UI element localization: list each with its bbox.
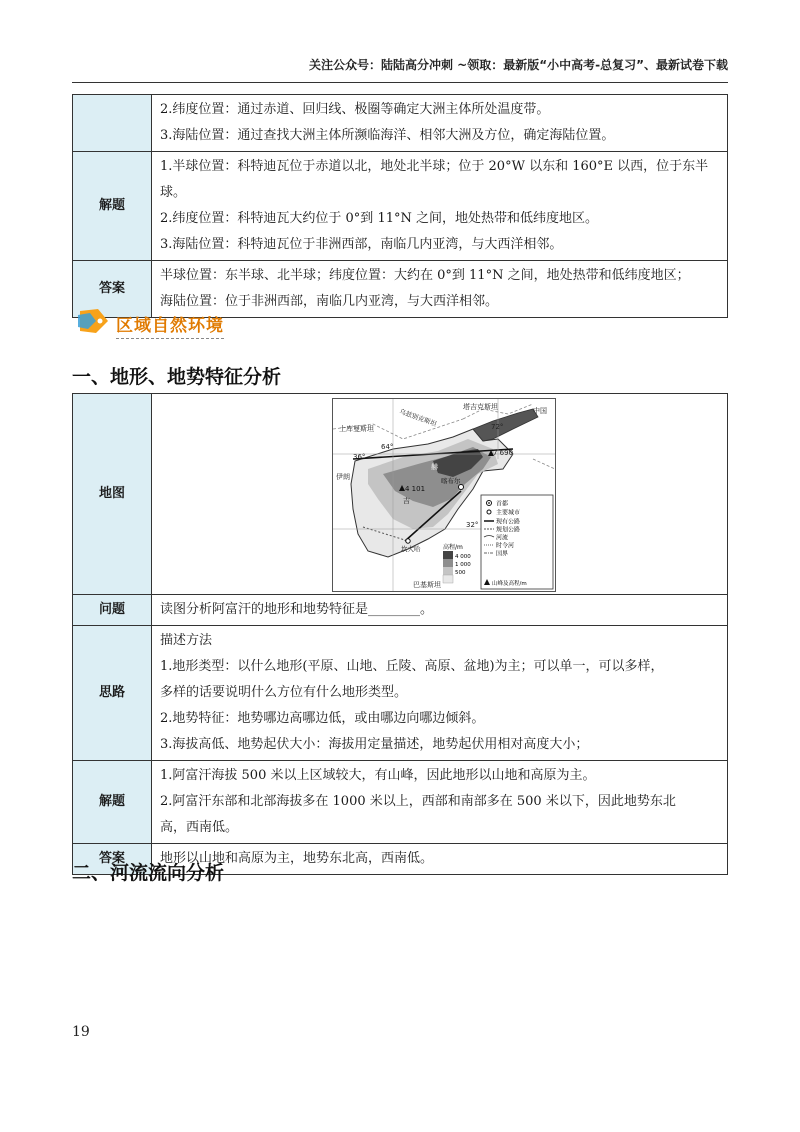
row-label-approach: 思路: [73, 626, 152, 761]
label-peak-4101: 4 101: [405, 485, 426, 493]
section-banner: [76, 303, 276, 343]
row-content: [152, 626, 728, 761]
map-container: [152, 394, 727, 594]
row-label-solution: 解题: [73, 152, 152, 261]
section-banner-title: 区域自然环境: [116, 311, 224, 339]
label-uzbekistan: 乌兹别克斯坦: [398, 407, 438, 429]
page-number: 19: [72, 1024, 90, 1040]
legend-elev-title: 高程/m: [443, 544, 463, 551]
text-line: 3.海陆位置：科特迪瓦位于非洲西部，南临几内亚湾，与大西洋相邻。: [160, 237, 563, 252]
table-row: [73, 394, 728, 595]
text-line: 高，西南低。: [160, 820, 239, 835]
table-row: [73, 95, 728, 152]
label-lon72: 72°: [491, 423, 504, 431]
row-label-map: 地图: [73, 394, 152, 595]
legend-4000: 4 000: [455, 554, 471, 560]
afghanistan-map: [332, 398, 556, 592]
legend-border: 国界: [496, 550, 509, 558]
legend-city: 主要城市: [496, 509, 521, 517]
row-content: [152, 152, 728, 261]
text-line: 3.海陆位置：通过查找大洲主体所濒临海洋、相邻大洲及方位，确定海陆位置。: [160, 128, 615, 143]
table-continent-location: [72, 94, 728, 318]
text-line: 球。: [160, 185, 187, 200]
label-tajikistan: 塔吉克斯坦: [463, 403, 498, 411]
text-line: 读图分析阿富汗的地形和地势特征是________。: [160, 602, 434, 617]
text-line: 1.地形类型：以什么地形(平原、山地、丘陵、高原、盆地)为主；可以单一，可以多样，: [160, 659, 664, 674]
heading-terrain: 一、地形、地势特征分析: [72, 366, 282, 388]
text-line: 2.地势特征：地势哪边高哪边低，或由哪边向哪边倾斜。: [160, 711, 485, 726]
text-line: 地形以山地和高原为主，地势东北高，西南低。: [160, 851, 434, 866]
row-content: [152, 761, 728, 844]
label-pakistan: 巴基斯坦: [413, 581, 441, 589]
row-content: [152, 844, 728, 875]
row-label-solution: 解题: [73, 761, 152, 844]
label-peak-7690: 7 690: [493, 449, 514, 457]
text-line: 3.海拔高低、地势起伏大小：海拔用定量描述，地势起伏用相对高度大小；: [160, 737, 589, 752]
table-terrain-analysis: [72, 393, 728, 875]
row-content: [152, 95, 728, 152]
text-line: 半球位置：东半球、北半球；纬度位置：大约在 0°到 11°N 之间，地处热带和低纬度地区；: [160, 268, 690, 283]
legend-plan-road: 规划公路: [496, 526, 521, 534]
label-china: 中国: [533, 407, 547, 415]
legend-500: 500: [455, 570, 466, 576]
text-line: 2.纬度位置：科特迪瓦大约位于 0°到 11°N 之间，地处热带和低纬度地区。: [160, 211, 598, 226]
label-city-2: 吉: [403, 497, 410, 505]
label-turkmenistan: 土库曼斯坦: [339, 425, 374, 433]
map-graphic: [333, 399, 555, 591]
row-label-question: 问题: [73, 595, 152, 626]
row-label-answer: 答案: [73, 844, 152, 875]
label-iran: 伊朗: [336, 473, 350, 481]
legend-peak: 山峰及高程/m: [492, 581, 527, 587]
table-row: [73, 761, 728, 844]
table-row: [73, 152, 728, 261]
row-label: [73, 95, 152, 152]
page-header: 关注公众号：陆陆高分冲刺 ~领取：最新版“小中高考-总复习”、最新试卷下载: [309, 58, 728, 72]
tag-icon: [76, 305, 110, 337]
legend-seasonal-river: 时令河: [496, 542, 515, 550]
label-lat36: 36°: [353, 453, 366, 461]
label-lon64: 64°: [381, 443, 394, 451]
row-content: [152, 595, 728, 626]
row-content-map: [152, 394, 728, 595]
text-line: 2.纬度位置：通过赤道、回归线、极圈等确定大洲主体所处温度带。: [160, 102, 550, 117]
legend-capital: 首都: [496, 500, 509, 508]
text-line: 2.阿富汗东部和北部海拔多在 1000 米以上，西部和南部多在 500 米以下，因此地势东北: [160, 794, 676, 809]
label-kandahar: 坎大哈: [401, 545, 421, 553]
heading-river-flow: 二、河流流向分析: [72, 862, 225, 884]
legend-1000: 1 000: [455, 562, 471, 568]
text-line: 多样的话要说明什么方位有什么地形类型。: [160, 685, 408, 700]
label-lat32: 32°: [466, 521, 479, 529]
row-label-answer: 答案: [73, 261, 152, 318]
label-kabul: 喀布尔: [441, 477, 461, 485]
text-line: 1.阿富汗海拔 500 米以上区域较大，有山峰，因此地形以山地和高原为主。: [160, 768, 596, 783]
legend-road: 现有公路: [496, 518, 521, 526]
table-row: [73, 626, 728, 761]
text-line: 1.半球位置：科特迪瓦位于赤道以北，地处北半球；位于 20°W 以东和 160°E 以西，位于东半: [160, 159, 709, 174]
table-row: [73, 595, 728, 626]
header-rule: [72, 82, 728, 83]
text-line: 海陆位置：位于非洲西部，南临几内亚湾，与大西洋相邻。: [160, 294, 499, 309]
label-city-herat: 赫: [431, 463, 438, 471]
legend-river: 河流: [496, 534, 509, 542]
text-line: 描述方法: [160, 633, 213, 648]
